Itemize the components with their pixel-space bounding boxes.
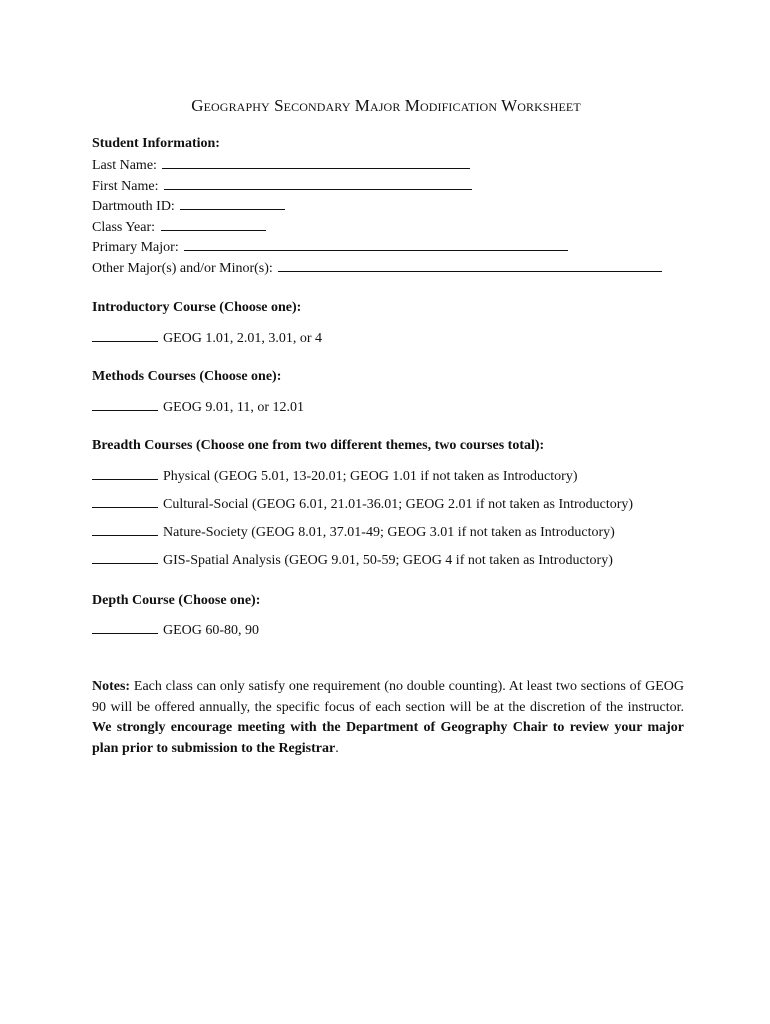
primary-major-label: Primary Major: <box>92 240 179 255</box>
course-blank[interactable] <box>92 328 158 342</box>
course-item <box>92 466 577 487</box>
course-blank[interactable] <box>92 620 158 634</box>
dartmouth-id-row <box>92 196 285 217</box>
notes-label: Notes: <box>92 679 131 694</box>
class-year-field[interactable] <box>161 217 266 231</box>
course-blank[interactable] <box>92 397 158 411</box>
first-name-label: First Name: <box>92 179 159 194</box>
dartmouth-id-field[interactable] <box>180 196 285 210</box>
course-item <box>92 494 633 515</box>
course-item <box>92 328 322 349</box>
course-blank[interactable] <box>92 522 158 536</box>
course-text: GEOG 60-80, 90 <box>163 623 260 638</box>
course-blank[interactable] <box>92 550 158 564</box>
course-text: Physical (GEOG 5.01, 13-20.01; GEOG 1.01 if not taken as Introductory) <box>163 469 578 484</box>
breadth-heading: Breadth Courses (Choose one from two different themes, two courses total): <box>92 438 545 453</box>
course-blank[interactable] <box>92 466 158 480</box>
course-item <box>92 522 615 543</box>
notes-bold-text: We strongly encourage meeting with the Department of Geography Chair to review your major plan prior to submission to the Registrar <box>92 720 684 756</box>
primary-major-field[interactable] <box>184 237 568 251</box>
page-title: Geography Secondary Major Modification Worksheet <box>191 96 581 115</box>
course-text: Cultural-Social (GEOG 6.01, 21.01-36.01; GEOG 2.01 if not taken as Introductory) <box>163 497 634 512</box>
course-text: GEOG 1.01, 2.01, 3.01, or 4 <box>163 331 323 346</box>
course-item <box>92 397 304 418</box>
course-text: Nature-Society (GEOG 8.01, 37.01-49; GEOG 3.01 if not taken as Introductory) <box>163 525 615 540</box>
notes-end: . <box>335 740 339 756</box>
student-info-heading: Student Information: <box>92 136 220 151</box>
course-text: GEOG 9.01, 11, or 12.01 <box>163 400 305 415</box>
depth-heading: Depth Course (Choose one): <box>92 593 261 608</box>
class-year-label: Class Year: <box>92 220 156 235</box>
course-text: GIS-Spatial Analysis (GEOG 9.01, 50-59; GEOG 4 if not taken as Introductory) <box>163 553 613 568</box>
notes-paragraph <box>92 677 684 759</box>
last-name-label: Last Name: <box>92 158 157 173</box>
last-name-field[interactable] <box>162 155 470 169</box>
other-majors-field[interactable] <box>278 258 662 272</box>
course-item <box>92 620 259 641</box>
course-blank[interactable] <box>92 494 158 508</box>
other-majors-label: Other Major(s) and/or Minor(s): <box>92 261 273 276</box>
dartmouth-id-label: Dartmouth ID: <box>92 199 175 214</box>
course-item <box>92 550 613 571</box>
first-name-field[interactable] <box>164 176 472 190</box>
last-name-row <box>92 155 470 176</box>
other-majors-row <box>92 258 662 279</box>
primary-major-row <box>92 237 568 258</box>
class-year-row <box>92 217 266 238</box>
introductory-heading: Introductory Course (Choose one): <box>92 300 302 315</box>
methods-heading: Methods Courses (Choose one): <box>92 369 282 384</box>
first-name-row <box>92 176 472 197</box>
notes-text: Each class can only satisfy one requirement (no double counting). At least two sections of GEOG 90 will be offered annually, the specific focus of each section will be at the discretion of the instructor. <box>92 679 684 715</box>
